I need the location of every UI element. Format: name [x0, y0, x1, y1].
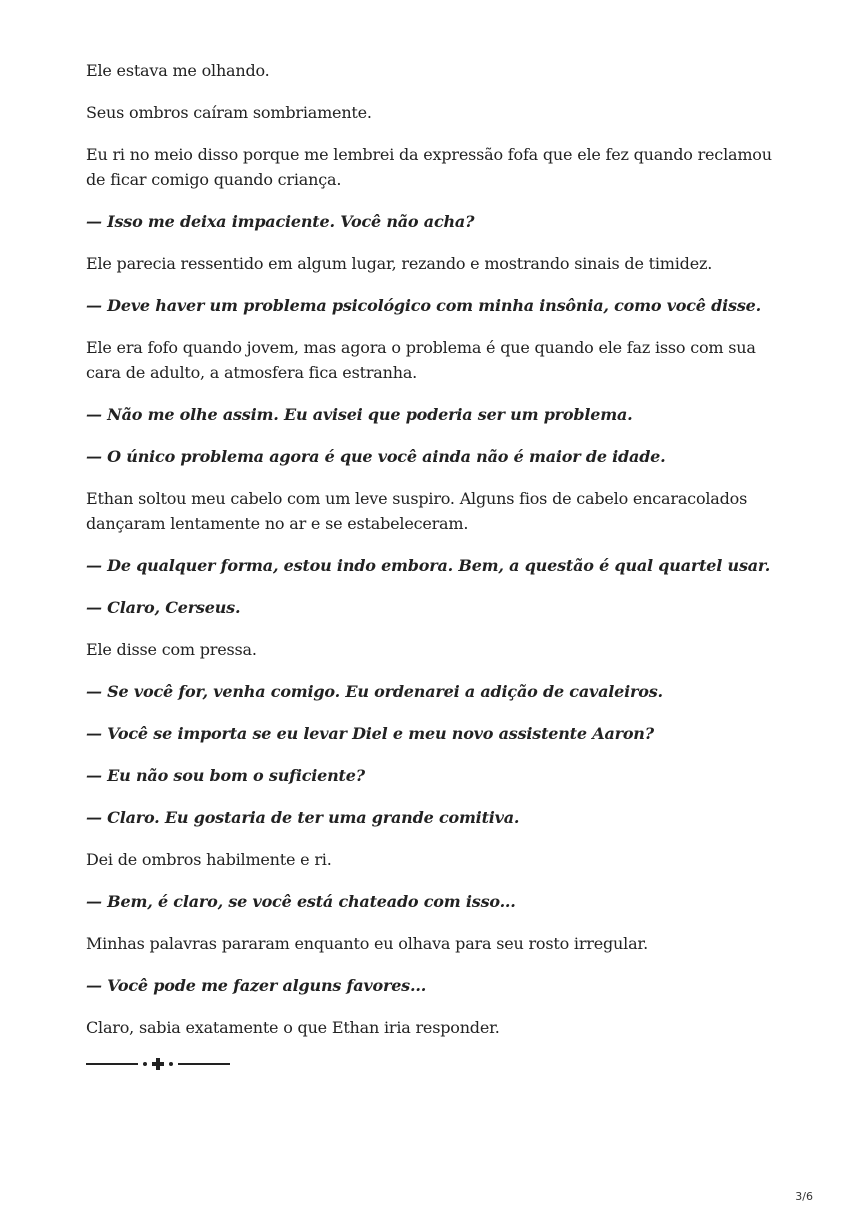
dialog-line: — Você se importa se eu levar Diel e meu novo assistente Aaron? — [86, 724, 654, 743]
paragraph: Ethan soltou meu cabelo com um leve suspiro. Alguns fios de cabelo encaracolados dançaram lentamente no ar e se estabeleceram. — [86, 489, 748, 533]
paragraph: Ele parecia ressentido em algum lugar, rezando e mostrando sinais de timidez. — [86, 254, 713, 273]
dialog-line: — De qualquer forma, estou indo embora. Bem, a questão é qual quartel usar. — [86, 556, 771, 575]
dialog-line: — Claro. Eu gostaria de ter uma grande comitiva. — [86, 808, 520, 827]
section-divider — [86, 1057, 786, 1071]
paragraph: Seus ombros caíram sombriamente. — [86, 103, 372, 122]
dialog-line: — Deve haver um problema psicológico com minha insônia, como você disse. — [86, 296, 761, 315]
page-number: 3/6 — [795, 1190, 813, 1203]
document-body — [86, 58, 786, 1040]
dialog-line: — Bem, é claro, se você está chateado com isso... — [86, 892, 516, 911]
dialog-line: — Você pode me fazer alguns favores... — [86, 976, 427, 995]
dialog-line: — Claro, Cerseus. — [86, 598, 241, 617]
cross-icon — [152, 1058, 164, 1070]
paragraph: Ele estava me olhando. — [86, 61, 270, 80]
paragraph: Minhas palavras pararam enquanto eu olhava para seu rosto irregular. — [86, 934, 648, 953]
divider-dot-right — [169, 1062, 173, 1066]
divider-dot-left — [143, 1062, 147, 1066]
divider-line-right — [178, 1063, 230, 1065]
divider-line-left — [86, 1063, 138, 1065]
dialog-line: — Isso me deixa impaciente. Você não acha? — [86, 212, 475, 231]
paragraph: Ele era fofo quando jovem, mas agora o problema é que quando ele faz isso com sua cara de adulto, a atmosfera fica estranha. — [86, 338, 756, 382]
document-page — [86, 58, 786, 1071]
paragraph: Claro, sabia exatamente o que Ethan iria responder. — [86, 1018, 500, 1037]
paragraph: Eu ri no meio disso porque me lembrei da expressão fofa que ele fez quando reclamou de ficar comigo quando criança. — [86, 145, 772, 189]
paragraph: Ele disse com pressa. — [86, 640, 257, 659]
dialog-line: — O único problema agora é que você ainda não é maior de idade. — [86, 447, 666, 466]
dialog-line: — Não me olhe assim. Eu avisei que poderia ser um problema. — [86, 405, 633, 424]
dialog-line: — Se você for, venha comigo. Eu ordenarei a adição de cavaleiros. — [86, 682, 663, 701]
paragraph: Dei de ombros habilmente e ri. — [86, 850, 332, 869]
dialog-line: — Eu não sou bom o suficiente? — [86, 766, 365, 785]
